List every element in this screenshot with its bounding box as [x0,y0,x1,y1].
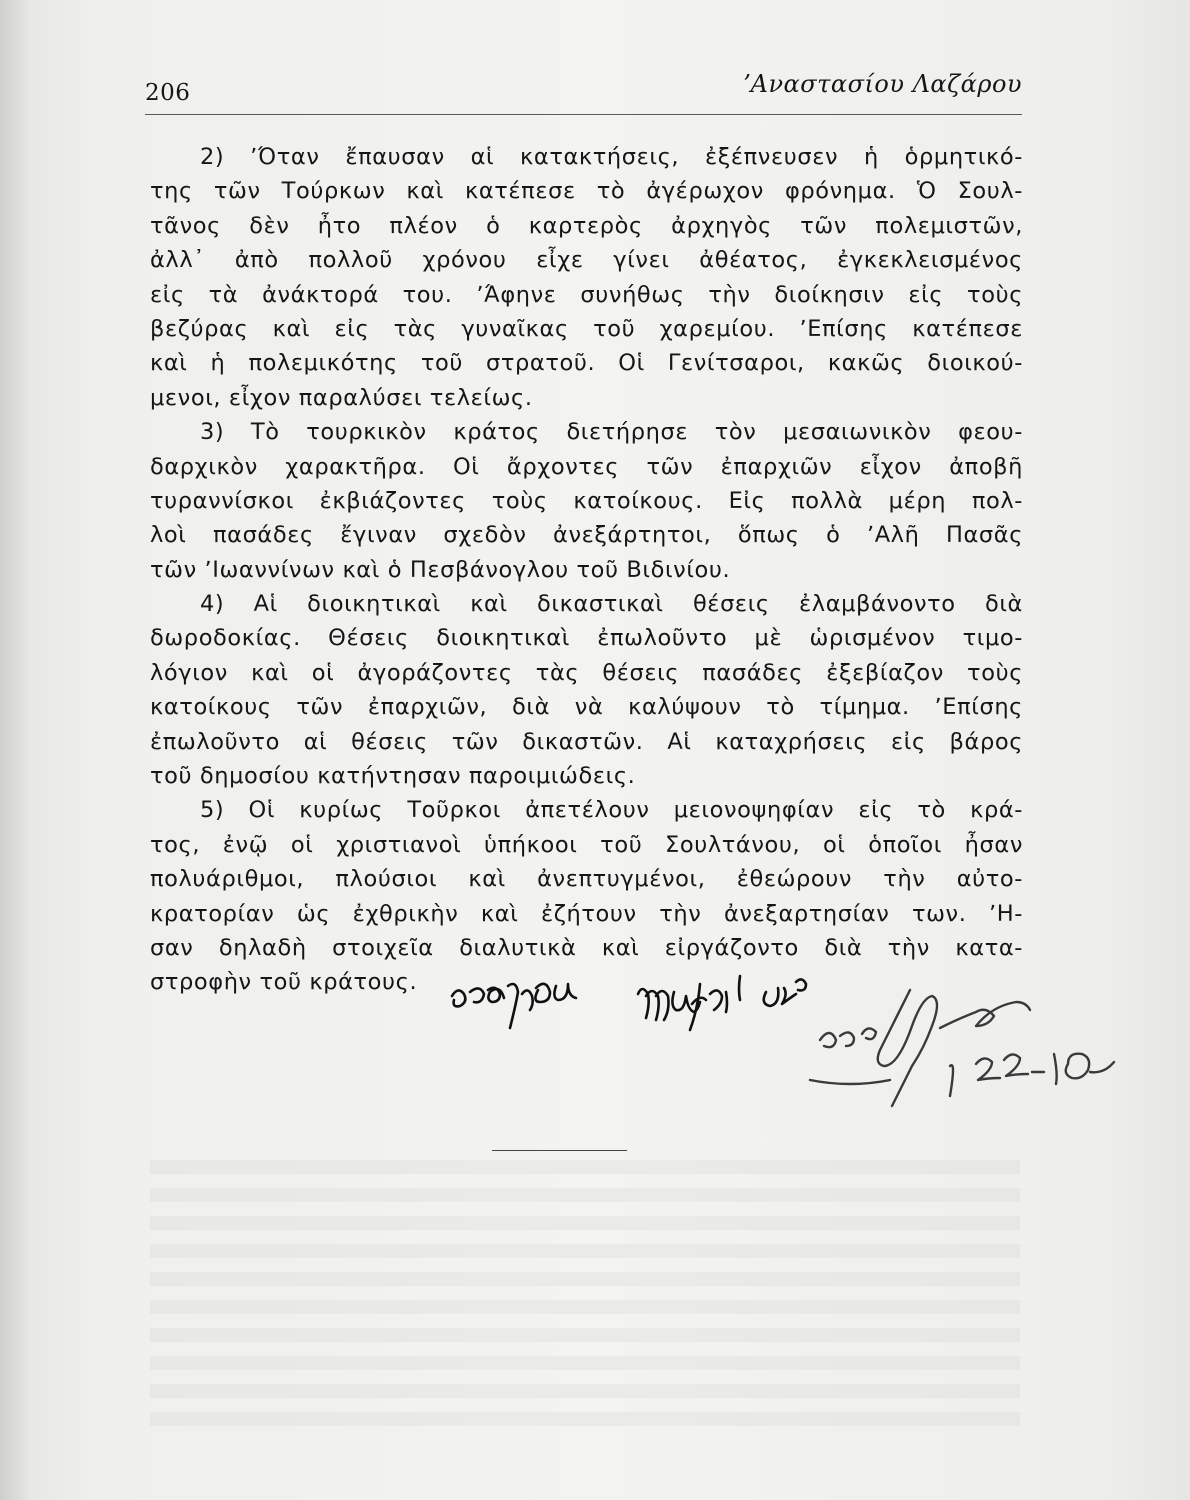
text-line: σαν δηλαδὴ στοιχεῖα διαλυτικὰ καὶ εἰργάζοντο διὰ τὴν κατα- [150,934,1023,961]
text-line: εἰς τὰ ἀνάκτορά του. ʼΆφηνε συνήθως τὴν διοίκησιν εἰς τοὺς [150,281,1023,308]
header-rule [145,114,1022,115]
text-line: 3) Τὸ τουρκικὸν κράτος διετήρησε τὸν μεσαιωνικὸν φεου- [200,419,1023,446]
page-number: 206 [145,80,191,106]
text-line: κατοίκους τῶν ἐπαρχιῶν, διὰ νὰ καλύψουν τὸ τίμημα. ʼΕπίσης [150,694,1023,721]
text-line: 2) ʼΌταν ἔπαυσαν αἱ κατακτήσεις, ἐξέπνευσεν ἡ ὁρμητικό- [200,144,1023,170]
body-text [150,140,1023,1000]
text-line: δαρχικὸν χαρακτῆρα. Οἱ ἄρχοντες τῶν ἐπαρχιῶν εἶχον ἀποβῆ [150,453,1023,480]
text-line: τυραννίσκοι ἐκβιάζοντες τοὺς κατοίκους. Εἰς πολλὰ μέρη πολ- [150,487,1023,514]
text-line: ἀλλ᾿ ἀπὸ πολλοῦ χρόνου εἶχε γίνει ἀθέατος, ἐγκεκλεισμένος [150,247,1023,274]
signature-graphic [800,980,1130,1130]
spine-shadow [0,0,30,1500]
text-line: τοῦ δημοσίου κατήντησαν παροιμιώδεις. [150,763,636,790]
text-line: στροφὴν τοῦ κράτους. [150,969,418,996]
text-line: βεζύρας καὶ εἰς τὰς γυναῖκας τοῦ χαρεμίου. ʼΕπίσης κατέπεσε [150,315,1023,342]
text-line: τος, ἐνῷ οἱ χριστιανοὶ ὑπήκοοι τοῦ Σουλτάνου, οἱ ὁποῖοι ἦσαν [150,831,1023,858]
section-end-rule [492,1150,627,1151]
text-line: 4) Αἱ διοικητικαὶ καὶ δικαστικαὶ θέσεις ἐλαμβάνοντο διὰ [200,591,1023,618]
text-line: τῶν ʼΙωαννίνων καὶ ὁ Πεσβάνογλου τοῦ Βιδινίου. [150,556,731,583]
text-line: λόγιον καὶ οἱ ἀγοράζοντες τὰς θέσεις πασάδες ἐξεβίαζον τοὺς [150,659,1023,686]
running-head: ʼΑναστασίου Λαζάρου [742,70,1022,98]
text-line: τᾶνος δὲν ἦτο πλέον ὁ καρτερὸς ἀρχηγὸς τῶν πολεμιστῶν, [150,212,1023,239]
text-line: της τῶν Τούρκων καὶ κατέπεσε τὸ ἀγέρωχον φρόνημα. Ὁ Σουλ- [150,178,1023,205]
text-line: καὶ ἡ πολεμικότης τοῦ στρατοῦ. Οἱ Γενίτσαροι, κακῶς διοικού- [150,350,1023,377]
bleed-through-texture [150,1160,1020,1440]
text-line: μενοι, εἶχον παραλύσει τελείως. [150,384,533,411]
text-line: 5) Οἱ κυρίως Τοῦρκοι ἀπετέλουν μειονοψηφίαν εἰς τὸ κρά- [200,797,1023,824]
text-line: πολυάριθμοι, πλούσιοι καὶ ἀνεπτυγμένοι, ἐθεώρουν τὴν αὐτο- [150,866,1023,893]
text-line: δωροδοκίας. Θέσεις διοικητικαὶ ἐπωλοῦντο μὲ ὡρισμένον τιμο- [150,625,1023,652]
text-line: ἐπωλοῦντο αἱ θέσεις τῶν δικαστῶν. Αἱ καταχρήσεις εἰς βάρος [150,728,1023,755]
text-line: κρατορίαν ὡς ἐχθρικὴν καὶ ἐζήτουν τὴν ἀνεξαρτησίαν των. ʼΗ- [150,900,1023,927]
text-line: λοὶ πασάδες ἔγιναν σχεδὸν ἀνεξάρτητοι, ὅπως ὁ ʼΑλῆ Πασᾶς [150,522,1023,549]
